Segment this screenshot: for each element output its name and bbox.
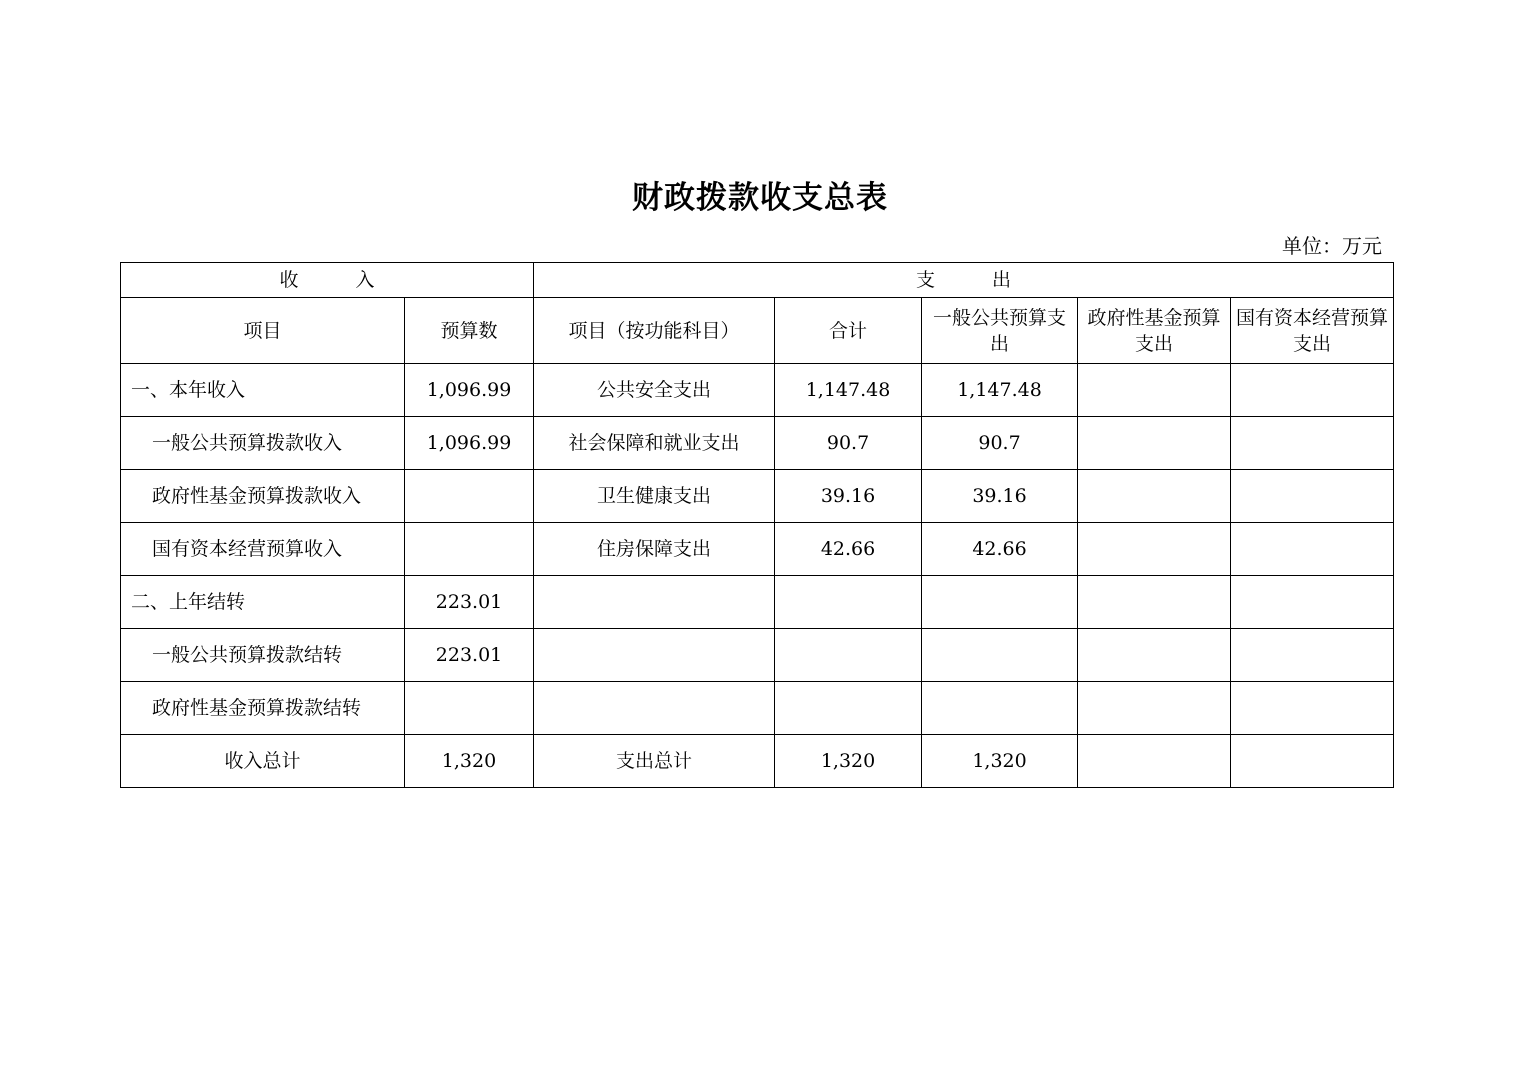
cell-general: 42.66 (922, 523, 1078, 576)
cell-budget: 1,096.99 (405, 364, 534, 417)
cell-state-capital (1231, 682, 1394, 735)
cell-item: 一般公共预算拨款结转 (121, 629, 405, 682)
header-total: 合计 (775, 298, 922, 364)
cell-item: 政府性基金预算拨款收入 (121, 470, 405, 523)
header-func-item: 项目（按功能科目） (534, 298, 775, 364)
table-row (121, 629, 1394, 682)
cell-total (775, 629, 922, 682)
cell-budget: 223.01 (405, 576, 534, 629)
cell-general (922, 629, 1078, 682)
cell-func-item (534, 576, 775, 629)
header-general: 一般公共预算支出 (922, 298, 1078, 364)
cell-state-capital (1231, 364, 1394, 417)
table-row (121, 364, 1394, 417)
cell-gov-fund (1078, 470, 1231, 523)
cell-general: 1,320 (922, 735, 1078, 788)
table-row (121, 470, 1394, 523)
cell-item: 政府性基金预算拨款结转 (121, 682, 405, 735)
cell-state-capital (1231, 470, 1394, 523)
cell-general (922, 682, 1078, 735)
header-gov-fund: 政府性基金预算支出 (1078, 298, 1231, 364)
header-budget: 预算数 (405, 298, 534, 364)
cell-general (922, 576, 1078, 629)
cell-budget: 223.01 (405, 629, 534, 682)
cell-gov-fund (1078, 682, 1231, 735)
cell-func-item: 卫生健康支出 (534, 470, 775, 523)
cell-func-item (534, 629, 775, 682)
totals-row (121, 735, 1394, 788)
unit-label: 单位：万元 (1282, 234, 1382, 258)
cell-gov-fund (1078, 523, 1231, 576)
cell-gov-fund (1078, 735, 1231, 788)
cell-general: 90.7 (922, 417, 1078, 470)
cell-general: 39.16 (922, 470, 1078, 523)
cell-gov-fund (1078, 629, 1231, 682)
cell-budget: 1,320 (405, 735, 534, 788)
table-row (121, 576, 1394, 629)
table-row (121, 417, 1394, 470)
header-item: 项目 (121, 298, 405, 364)
cell-state-capital (1231, 576, 1394, 629)
page-title: 财政拨款收支总表 (632, 180, 888, 216)
cell-item: 二、上年结转 (121, 576, 405, 629)
cell-budget: 1,096.99 (405, 417, 534, 470)
cell-total: 1,320 (775, 735, 922, 788)
cell-total (775, 682, 922, 735)
cell-func-item: 支出总计 (534, 735, 775, 788)
cell-total: 90.7 (775, 417, 922, 470)
cell-gov-fund (1078, 364, 1231, 417)
table-row (121, 682, 1394, 735)
cell-func-item (534, 682, 775, 735)
cell-item: 一、本年收入 (121, 364, 405, 417)
cell-func-item: 社会保障和就业支出 (534, 417, 775, 470)
expense-section-header: 支 出 (534, 263, 1394, 298)
cell-budget (405, 470, 534, 523)
column-header-row (121, 298, 1394, 364)
cell-func-item: 住房保障支出 (534, 523, 775, 576)
cell-item: 国有资本经营预算收入 (121, 523, 405, 576)
cell-total: 1,147.48 (775, 364, 922, 417)
cell-state-capital (1231, 629, 1394, 682)
header-state-capital: 国有资本经营预算支出 (1231, 298, 1394, 364)
cell-state-capital (1231, 417, 1394, 470)
cell-total: 39.16 (775, 470, 922, 523)
budget-table (120, 262, 1394, 788)
cell-item: 一般公共预算拨款收入 (121, 417, 405, 470)
cell-budget (405, 523, 534, 576)
cell-func-item: 公共安全支出 (534, 364, 775, 417)
cell-state-capital (1231, 735, 1394, 788)
section-header-row (121, 263, 1394, 298)
cell-total: 42.66 (775, 523, 922, 576)
cell-gov-fund (1078, 417, 1231, 470)
cell-state-capital (1231, 523, 1394, 576)
cell-item: 收入总计 (121, 735, 405, 788)
income-section-header: 收 入 (121, 263, 534, 298)
cell-general: 1,147.48 (922, 364, 1078, 417)
cell-gov-fund (1078, 576, 1231, 629)
cell-budget (405, 682, 534, 735)
cell-total (775, 576, 922, 629)
table-row (121, 523, 1394, 576)
